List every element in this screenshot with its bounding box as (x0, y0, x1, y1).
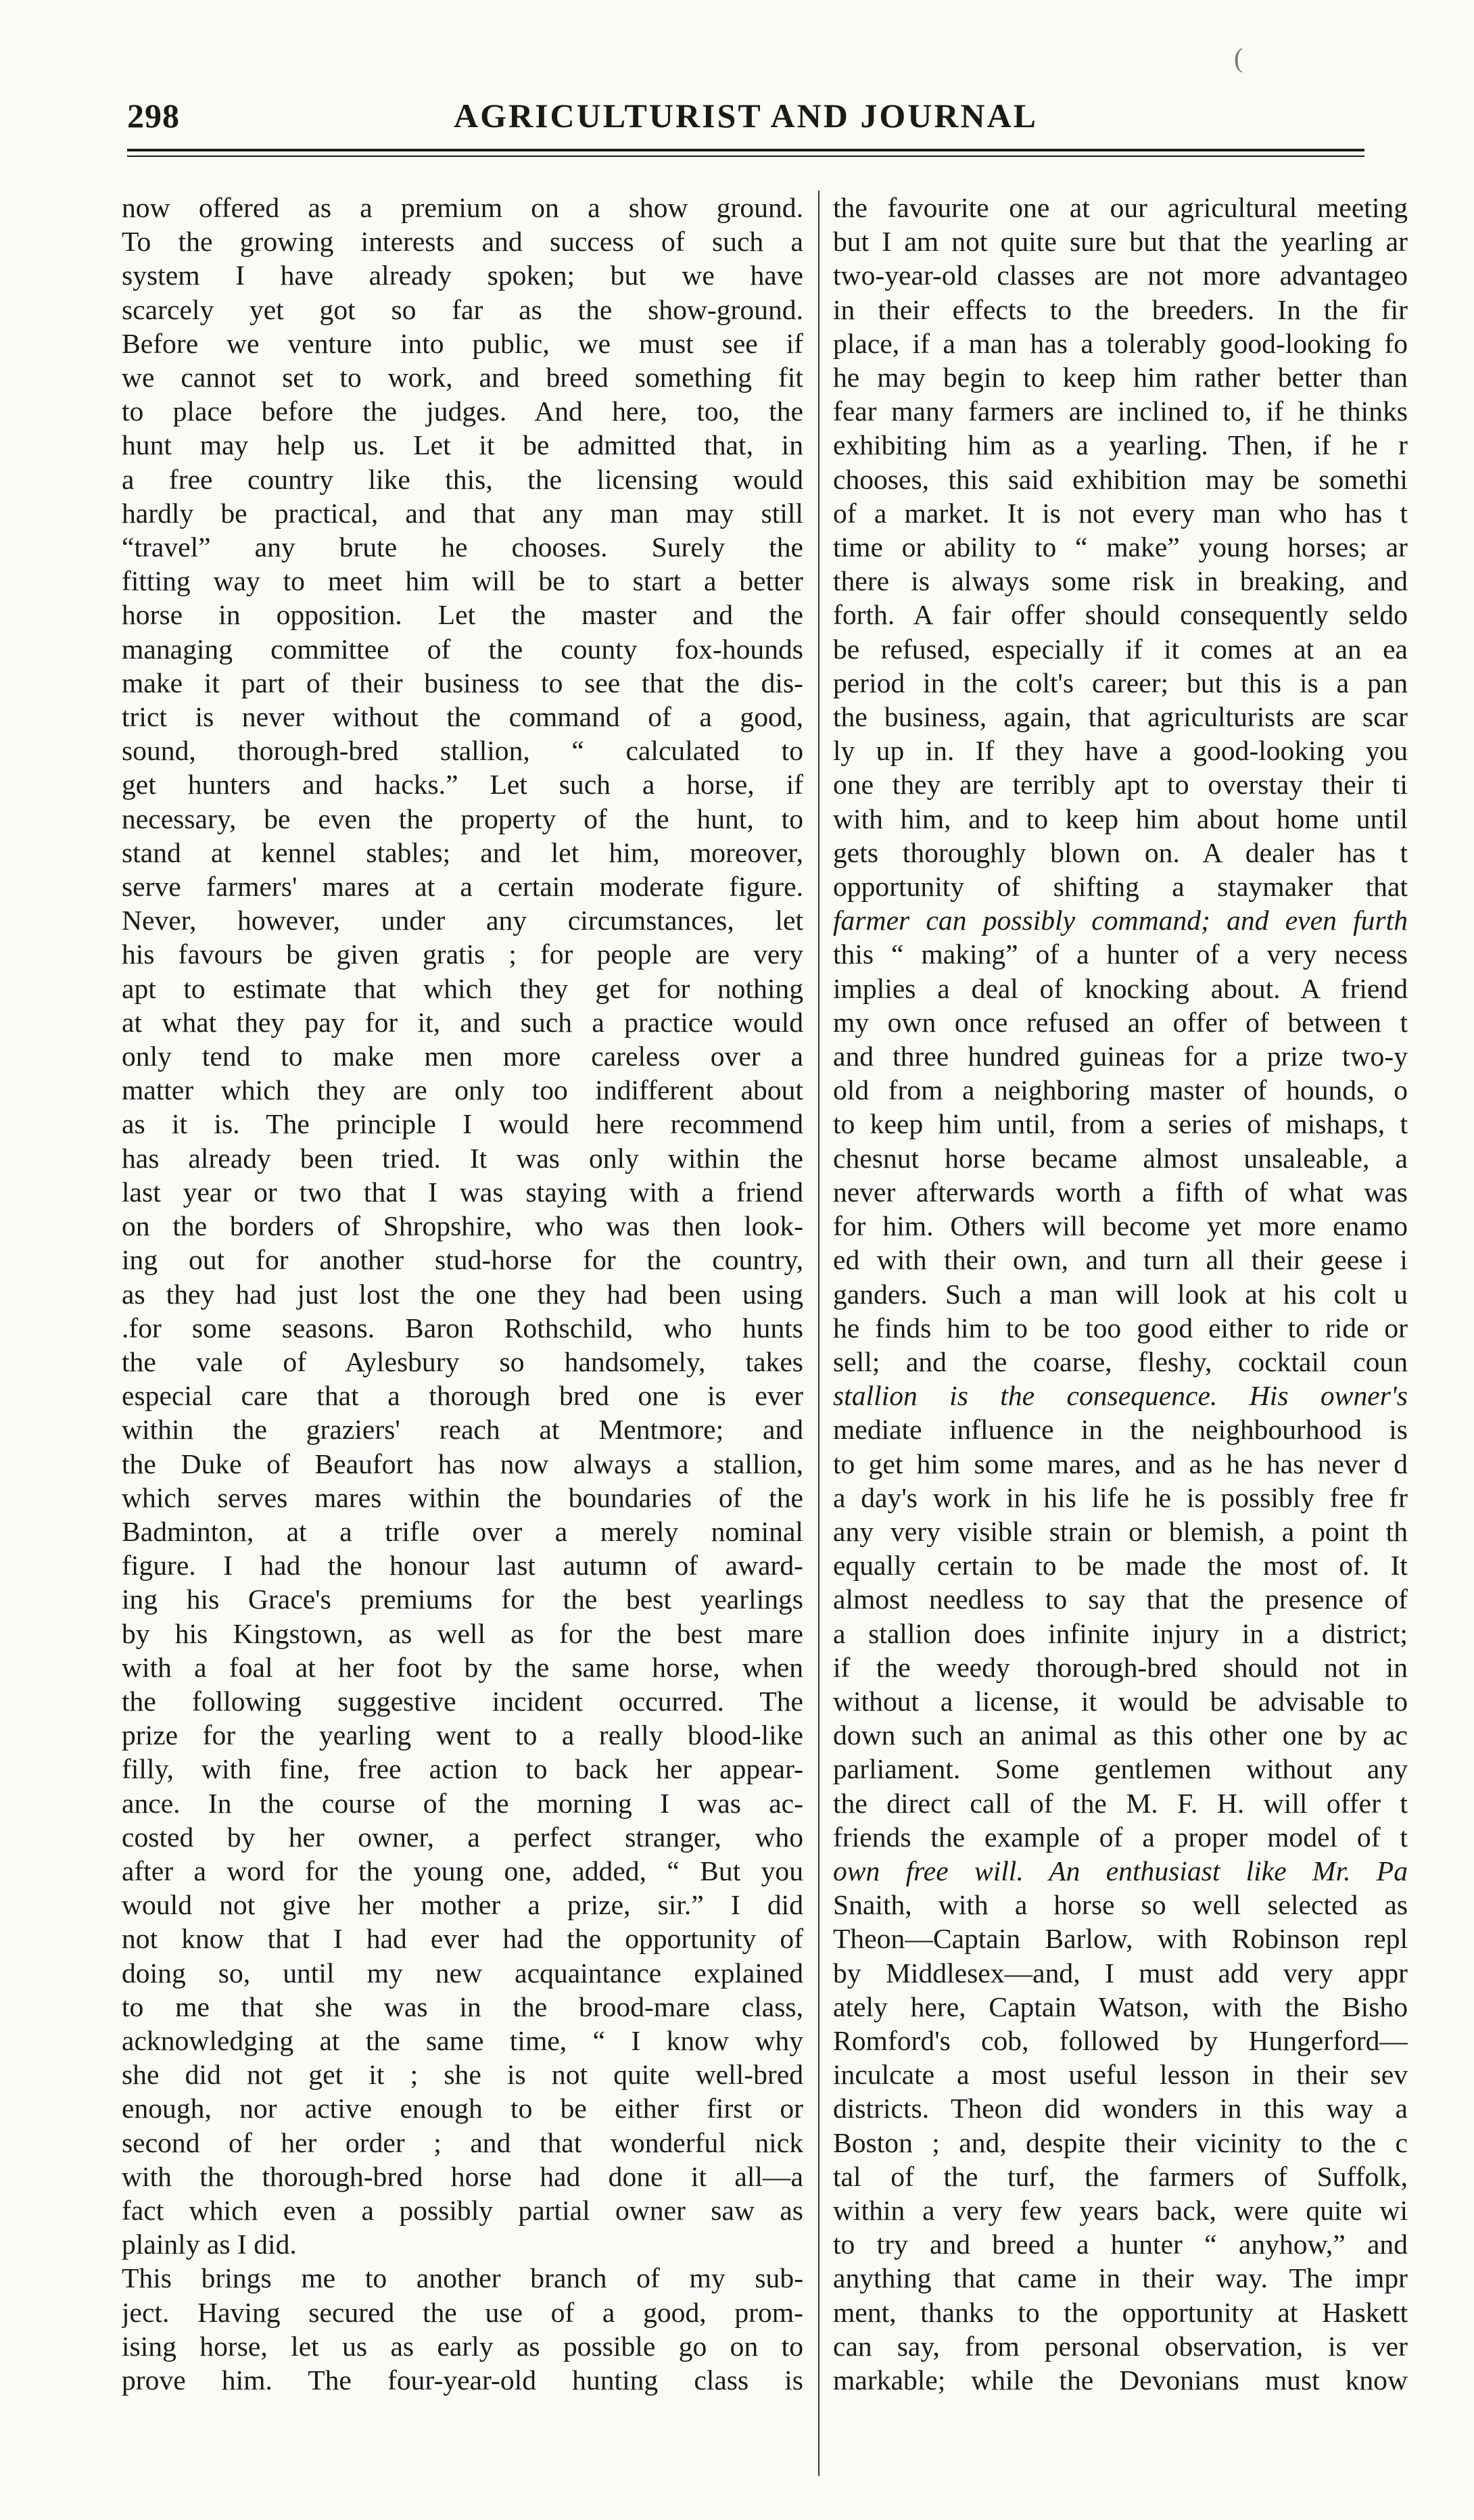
text-line: Romford's cob, followed by Hungerford— (833, 2024, 1408, 2056)
text-line: ed with their own, and turn all their geese i (833, 1244, 1408, 1276)
text-line: figure. I had the honour last autumn of award- (122, 1550, 803, 1582)
text-line: he finds him to be too good either to ride or (833, 1312, 1408, 1344)
text-line: ment, thanks to the opportunity at Haskett (833, 2296, 1408, 2328)
text-line: to me that she was in the brood-mare class, (122, 1991, 803, 2022)
text-line: to keep him until, from a series of mishaps, t (833, 1108, 1408, 1140)
text-line: my own once refused an offer of between t (833, 1006, 1408, 1038)
text-line: never afterwards worth a fifth of what was (833, 1176, 1408, 1208)
text-line: Theon—Captain Barlow, with Robinson repl (833, 1923, 1408, 1955)
text-line: in their effects to the breeders. In the fir (833, 293, 1408, 325)
text-line: if the weedy thorough-bred should not in (833, 1651, 1408, 1683)
text-line: gets thoroughly blown on. A dealer has t (833, 836, 1408, 868)
text-line: Snaith, with a horse so well selected as (833, 1889, 1408, 1921)
text-line: parliament. Some gentlemen without any (833, 1753, 1408, 1785)
text-line: place, if a man has a tolerably good-looking fo (833, 327, 1408, 359)
text-line: almost needless to say that the presence of (833, 1584, 1408, 1615)
text-line: within the graziers' reach at Mentmore; and (122, 1414, 803, 1446)
text-line: but I am not quite sure but that the yearling ar (833, 226, 1408, 258)
text-line: stallion is the consequence. His owner's (833, 1380, 1408, 1412)
text-line: ly up in. If they have a good-looking you (833, 735, 1408, 767)
page-header (127, 96, 1364, 150)
text-line: to get him some mares, and as he has never d (833, 1448, 1408, 1479)
text-line: enough, nor active enough to be either first or (122, 2093, 803, 2124)
text-line: down such an animal as this other one by ac (833, 1719, 1408, 1751)
text-line: Badminton, at a trifle over a merely nominal (122, 1515, 803, 1547)
text-line: the vale of Aylesbury so handsomely, takes (122, 1346, 803, 1377)
text-line: acknowledging at the same time, “ I know why (122, 2024, 803, 2056)
text-line: apt to estimate that which they get for nothing (122, 972, 803, 1004)
text-line: markable; while the Devonians must know (833, 2364, 1408, 2396)
text-line: own free will. An enthusiast like Mr. Pa (833, 1855, 1408, 1886)
text-line: on the borders of Shropshire, who was then look- (122, 1210, 803, 1242)
text-line: chooses, this said exhibition may be somethi (833, 463, 1408, 495)
text-line: we cannot set to work, and breed something fit (122, 362, 803, 394)
text-line: within a very few years back, were quite wi (833, 2194, 1408, 2226)
text-line: as it is. The principle I would here recommend (122, 1108, 803, 1140)
text-line: two-year-old classes are not more advantageo (833, 260, 1408, 291)
text-line: equally certain to be made the most of. It (833, 1550, 1408, 1582)
text-line: which serves mares within the boundaries of the (122, 1481, 803, 1513)
text-line: at what they pay for it, and such a practice would (122, 1006, 803, 1038)
text-line: as they had just lost the one they had been using (122, 1278, 803, 1310)
text-line: anything that came in their way. The impr (833, 2262, 1408, 2294)
text-line: any very visible strain or blemish, a point th (833, 1515, 1408, 1547)
text-line: this “ making” of a hunter of a very necess (833, 938, 1408, 970)
text-line: sound, thorough-bred stallion, “ calculated to (122, 735, 803, 767)
text-line: a free country like this, the licensing would (122, 463, 803, 495)
text-line: ately here, Captain Watson, with the Bisho (833, 1991, 1408, 2022)
text-line: and three hundred guineas for a prize two-y (833, 1041, 1408, 1072)
text-line: matter which they are only too indifferent about (122, 1074, 803, 1106)
left-column (122, 191, 803, 2476)
text-line: “travel” any brute he chooses. Surely the (122, 531, 803, 563)
text-line: a stallion does infinite injury in a district; (833, 1617, 1408, 1649)
text-line: scarcely yet got so far as the show-ground. (122, 293, 803, 325)
text-line: prize for the yearling went to a really blood-like (122, 1719, 803, 1751)
text-line: fact which even a possibly partial owner saw as (122, 2194, 803, 2226)
text-line: hardly be practical, and that any man may still (122, 497, 803, 529)
right-column (833, 191, 1408, 2476)
text-line: without a license, it would be advisable to (833, 1685, 1408, 1717)
text-line: fitting way to meet him will be to start a better (122, 565, 803, 597)
text-line: one they are terribly apt to overstay their ti (833, 769, 1408, 801)
text-line: ganders. Such a man will look at his colt u (833, 1278, 1408, 1310)
text-line: Never, however, under any circumstances, let (122, 905, 803, 936)
text-line: implies a deal of knocking about. A friend (833, 972, 1408, 1004)
text-line: especial care that a thorough bred one is ever (122, 1380, 803, 1412)
text-line: exhibiting him as a yearling. Then, if he r (833, 429, 1408, 461)
text-line: friends the example of a proper model of t (833, 1821, 1408, 1853)
text-line: mediate influence in the neighbourhood is (833, 1414, 1408, 1446)
text-line: Before we venture into public, we must see if (122, 327, 803, 359)
text-line: system I have already spoken; but we have (122, 260, 803, 291)
text-line: To the growing interests and success of such a (122, 226, 803, 258)
text-line: opportunity of shifting a staymaker that (833, 871, 1408, 903)
text-line: second of her order ; and that wonderful nick (122, 2126, 803, 2158)
text-line: costed by her owner, a perfect stranger, who (122, 1821, 803, 1853)
text-line: sell; and the coarse, fleshy, cocktail coun (833, 1346, 1408, 1377)
text-line: old from a neighboring master of hounds, o (833, 1074, 1408, 1106)
text-line: chesnut horse became almost unsaleable, a (833, 1142, 1408, 1174)
text-line: plainly as I did. (122, 2229, 297, 2260)
text-line: ance. In the course of the morning I was ac- (122, 1787, 803, 1819)
text-line: serve farmers' mares at a certain moderate figure. (122, 871, 803, 903)
text-line: for him. Others will become yet more enamo (833, 1210, 1408, 1242)
text-line: the business, again, that agriculturists are scar (833, 701, 1408, 733)
text-line: the direct call of the M. F. H. will offer t (833, 1787, 1408, 1819)
text-line: the Duke of Beaufort has now always a stallion, (122, 1448, 803, 1479)
text-line: his favours be given gratis ; for people are very (122, 938, 803, 970)
text-line: ing his Grace's premiums for the best yearlings (122, 1584, 803, 1615)
text-line: after a word for the young one, added, “ But you (122, 1855, 803, 1886)
text-line: .for some seasons. Baron Rothschild, who hunts (122, 1312, 803, 1344)
text-line: ject. Having secured the use of a good, prom- (122, 2296, 803, 2328)
text-line: there is always some risk in breaking, and (833, 565, 1408, 597)
text-line: time or ability to “ make” young horses; ar (833, 531, 1408, 563)
text-line: not know that I had ever had the opportunity of (122, 1923, 803, 1955)
text-line: by his Kingstown, as well as for the best mare (122, 1617, 803, 1649)
text-line: only tend to make men more careless over a (122, 1041, 803, 1072)
text-line: inculcate a most useful lesson in their sev (833, 2059, 1408, 2091)
text-line: make it part of their business to see that the dis- (122, 667, 803, 698)
text-line: has already been tried. It was only within the (122, 1142, 803, 1174)
text-line: a day's work in his life he is possibly free fr (833, 1481, 1408, 1513)
text-line: be refused, especially if it comes at an ea (833, 633, 1408, 665)
text-line: by Middlesex—and, I must add very appr (833, 1957, 1408, 1989)
text-line: stand at kennel stables; and let him, moreover, (122, 836, 803, 868)
text-line: trict is never without the command of a good, (122, 701, 803, 733)
text-line: horse in opposition. Let the master and the (122, 599, 803, 631)
text-line: ing out for another stud-horse for the country, (122, 1244, 803, 1276)
text-line: filly, with fine, free action to back her appear- (122, 1753, 803, 1785)
text-line: the following suggestive incident occurred. The (122, 1685, 803, 1717)
text-line: Boston ; and, despite their vicinity to the c (833, 2126, 1408, 2158)
text-line: with him, and to keep him about home until (833, 803, 1408, 834)
text-line: to place before the judges. And here, too, the (122, 396, 803, 427)
header-rule-thick (127, 149, 1364, 151)
text-line: ising horse, let us as early as possible go on to (122, 2330, 803, 2362)
text-line: tal of the turf, the farmers of Suffolk, (833, 2160, 1408, 2192)
text-line: doing so, until my new acquaintance explained (122, 1957, 803, 1989)
corner-mark: ( (1234, 43, 1243, 73)
text-line: the favourite one at our agricultural meeting (833, 192, 1408, 223)
text-line: last year or two that I was staying with a friend (122, 1176, 803, 1208)
text-line: would not give her mother a prize, sir.” I did (122, 1889, 803, 1921)
running-head: AGRICULTURIST AND JOURNAL (453, 97, 1039, 135)
text-line: he may begin to keep him rather better than (833, 362, 1408, 394)
text-line: forth. A fair offer should consequently seldo (833, 599, 1408, 631)
text-line: now offered as a premium on a show ground. (122, 192, 803, 223)
column-divider (818, 191, 819, 2476)
header-rule-thin (127, 156, 1364, 157)
text-line: farmer can possibly command; and even furth (833, 905, 1408, 936)
text-line: she did not get it ; she is not quite well-bred (122, 2059, 803, 2091)
text-line: period in the colt's career; but this is a pan (833, 667, 1408, 698)
text-line: with the thorough-bred horse had done it all—a (122, 2160, 803, 2192)
text-line: fear many farmers are inclined to, if he thinks (833, 396, 1408, 427)
text-line: of a market. It is not every man who has t (833, 497, 1408, 529)
text-line: managing committee of the county fox-hounds (122, 633, 803, 665)
page-number: 298 (127, 97, 180, 135)
text-line: districts. Theon did wonders in this way a (833, 2093, 1408, 2124)
text-line: This brings me to another branch of my sub- (122, 2262, 803, 2294)
text-line: hunt may help us. Let it be admitted that, in (122, 429, 803, 461)
text-line: to try and breed a hunter “ anyhow,” and (833, 2229, 1408, 2260)
text-line: can say, from personal observation, is ver (833, 2330, 1408, 2362)
text-line: get hunters and hacks.” Let such a horse, if (122, 769, 803, 801)
text-line: with a foal at her foot by the same horse, when (122, 1651, 803, 1683)
text-line: prove him. The four-year-old hunting class is (122, 2364, 803, 2396)
text-line: necessary, be even the property of the hunt, to (122, 803, 803, 834)
